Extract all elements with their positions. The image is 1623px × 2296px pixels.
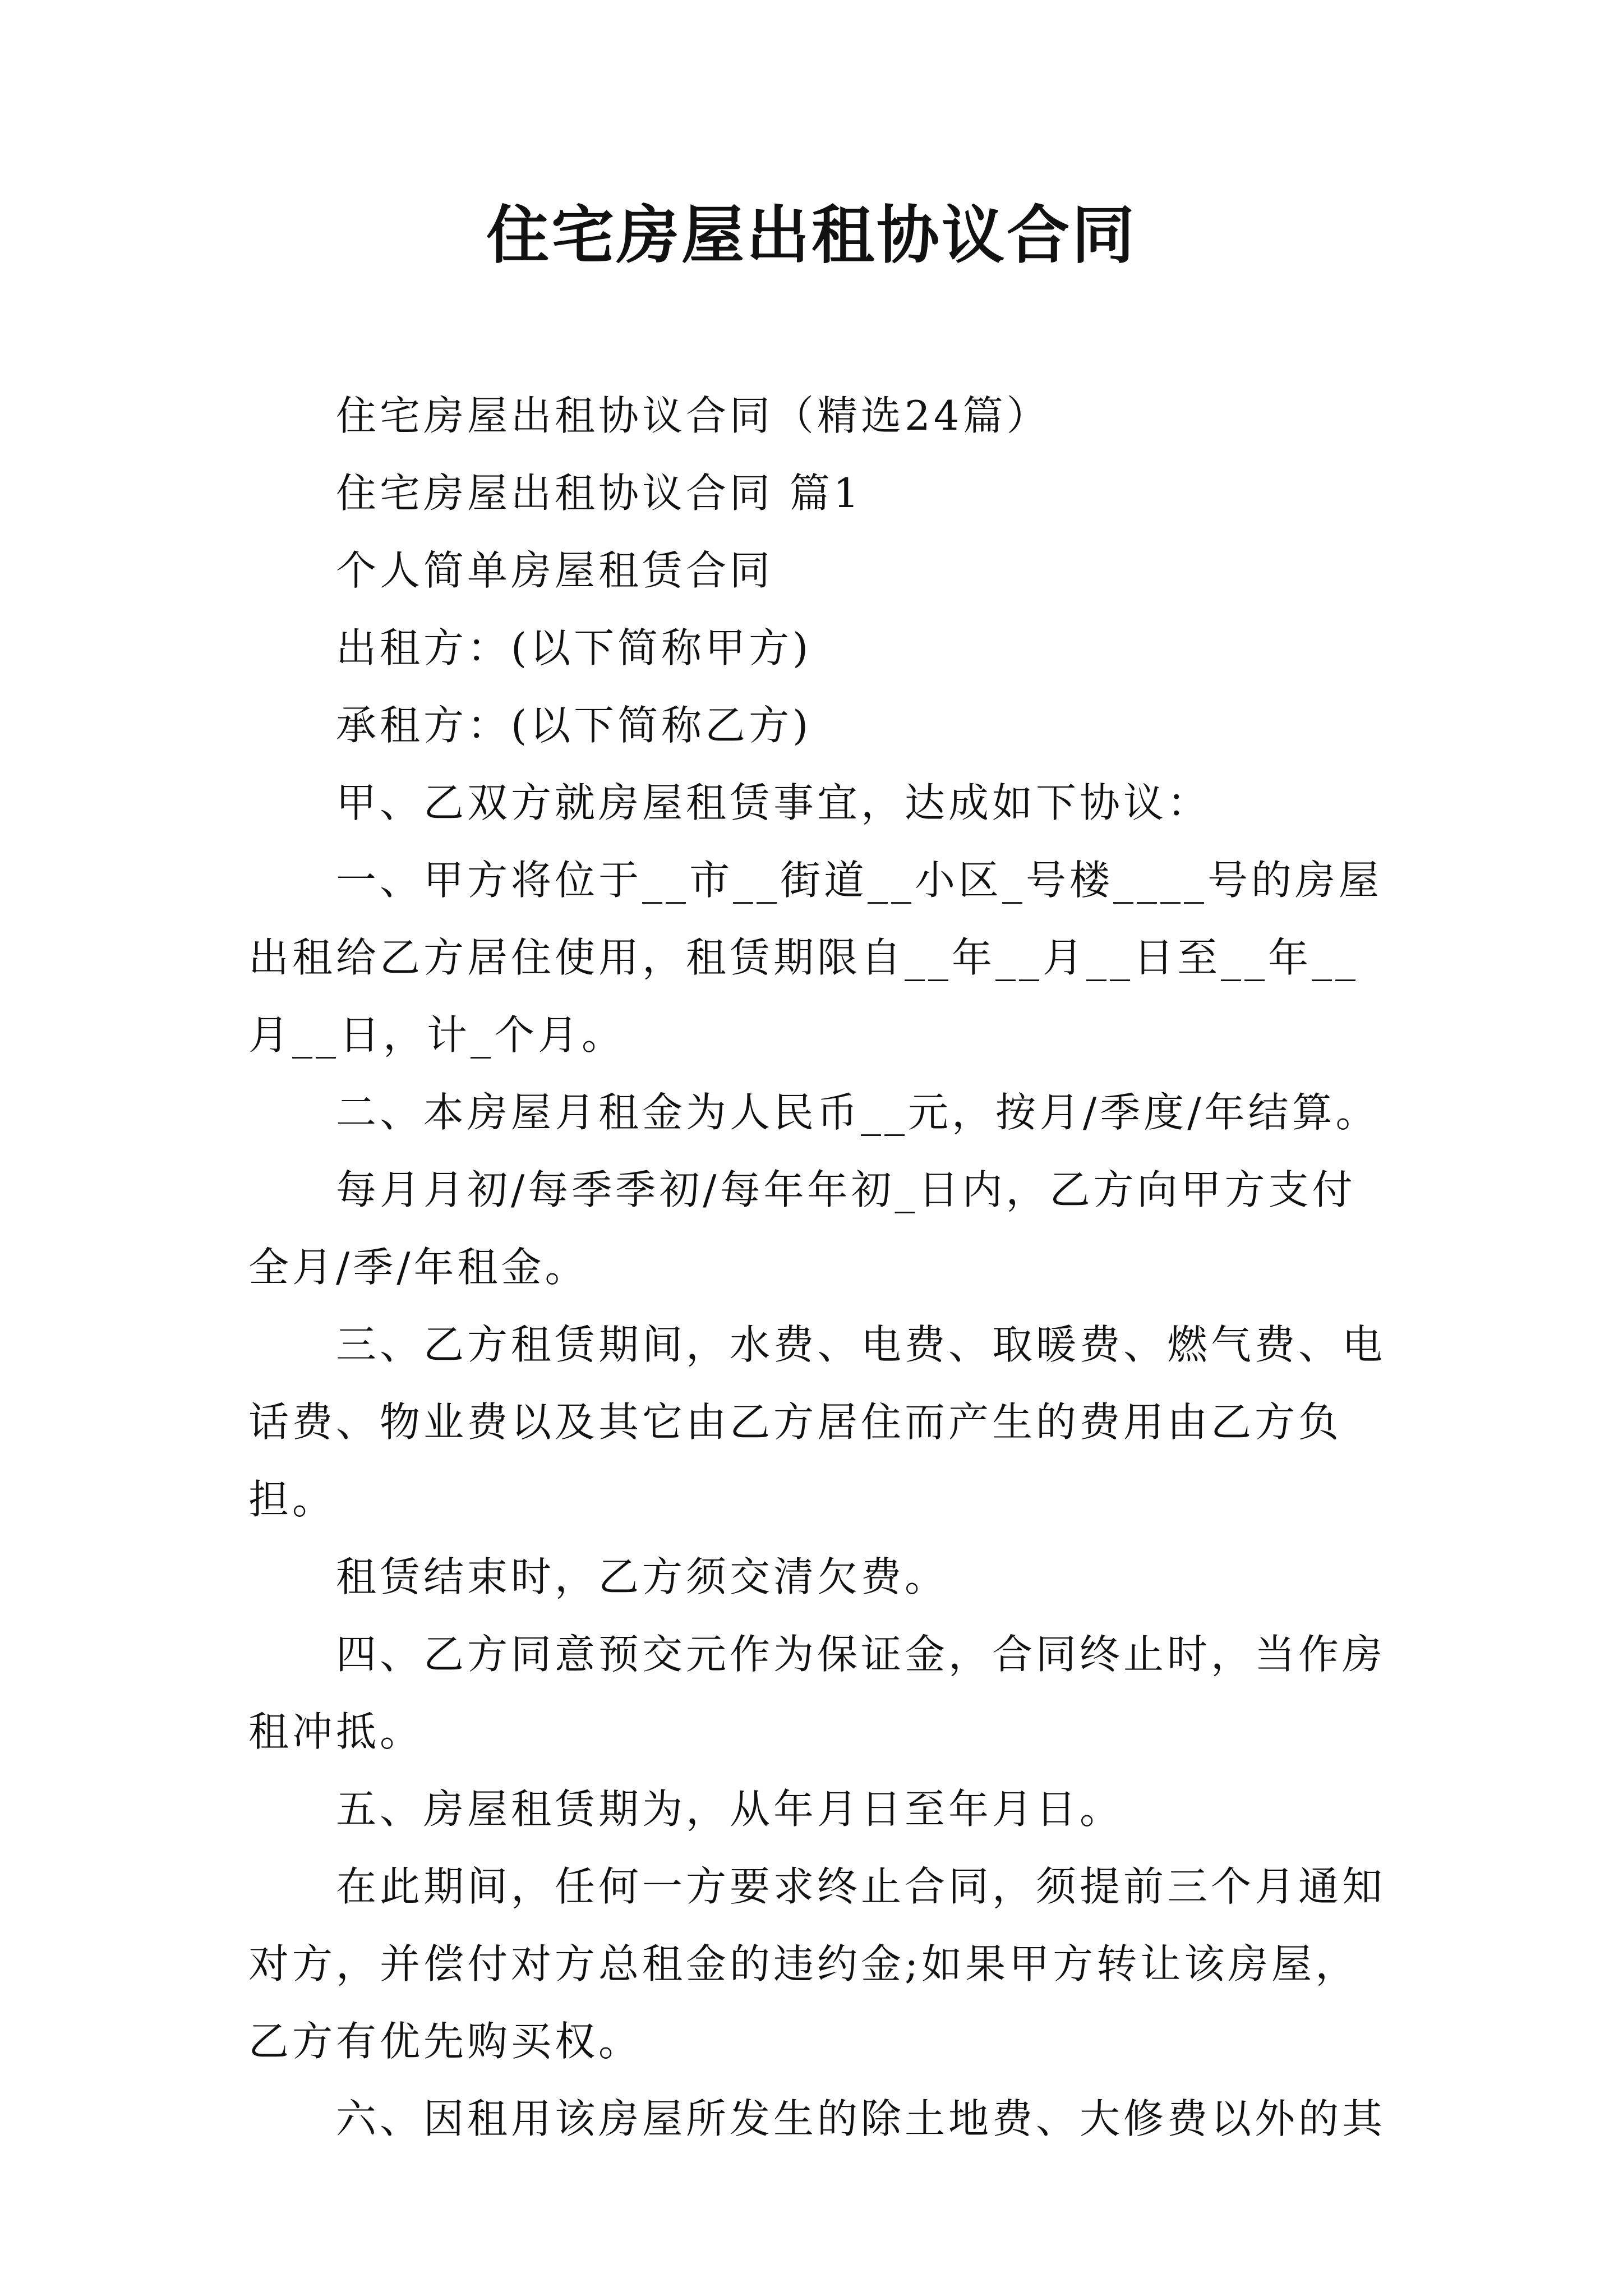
paragraph: 个人简单房屋租赁合同 bbox=[336, 547, 774, 594]
paragraph: 承租方：(以下简称乙方) bbox=[336, 702, 812, 749]
paragraph: 甲、乙双方就房屋租赁事宜，达成如下协议： bbox=[336, 779, 1211, 826]
paragraph: 四、乙方同意预交元作为保证金，合同终止时，当作房租冲抵。 bbox=[248, 1631, 1386, 1755]
paragraph: 三、乙方租赁期间，水费、电费、取暖费、燃气费、电话费、物业费以及其它由乙方居住而产生的费用由乙方负担。 bbox=[248, 1321, 1386, 1523]
paragraph: 住宅房屋出租协议合同（精选24篇） bbox=[336, 392, 1050, 439]
paragraph: 租赁结束时，乙方须交清欠费。 bbox=[336, 1553, 949, 1600]
paragraph: 五、房屋租赁期为，从年月日至年月日。 bbox=[336, 1786, 1124, 1833]
paragraph: 二、本房屋月租金为人民币__元，按月/季度/年结算。 bbox=[336, 1089, 1380, 1136]
paragraph: 一、甲方将位于__市__街道__小区_号楼____号的房屋出租给乙方居住使用，租赁期限自__年__月__日至__年__月__日，计_个月。 bbox=[248, 857, 1383, 1059]
document-body bbox=[248, 377, 1387, 2157]
paragraph: 出租方：(以下简称甲方) bbox=[336, 624, 812, 671]
document-title: 住宅房屋出租协议合同 bbox=[486, 199, 1137, 272]
paragraph: 住宅房屋出租协议合同 篇1 bbox=[336, 470, 863, 517]
paragraph: 每月月初/每季季初/每年年初_日内，乙方向甲方支付全月/季/年租金。 bbox=[248, 1166, 1356, 1291]
paragraph: 六、因租用该房屋所发生的除土地费、大修费以外的其 bbox=[336, 2095, 1386, 2142]
paragraph: 在此期间，任何一方要求终止合同，须提前三个月通知对方，并偿付对方总租金的违约金;如果甲方转让该房屋，乙方有优先购买权。 bbox=[248, 1863, 1386, 2065]
